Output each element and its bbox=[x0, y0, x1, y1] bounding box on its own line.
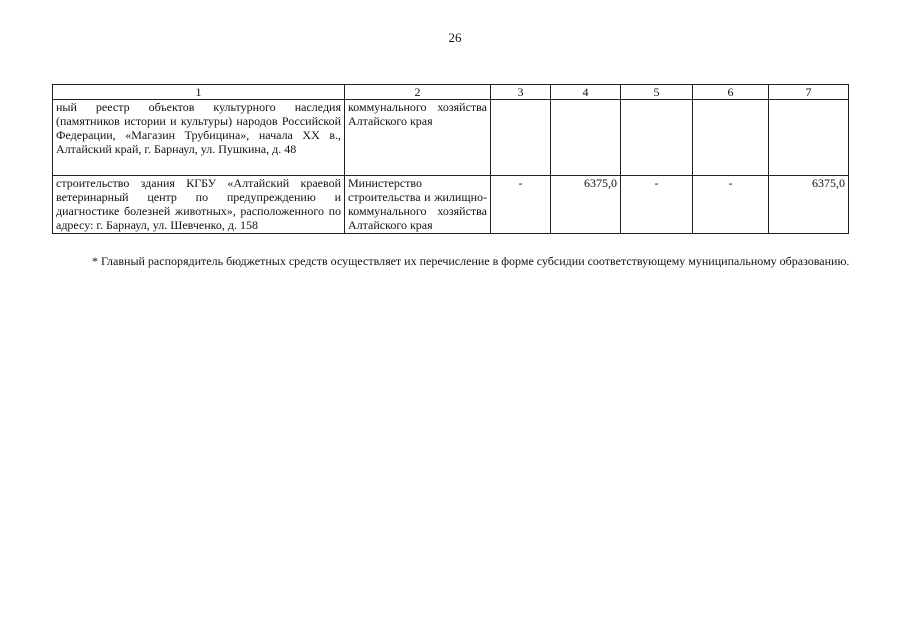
column-header: 1 bbox=[53, 85, 345, 100]
table-row bbox=[53, 176, 849, 234]
table-row bbox=[53, 100, 849, 176]
column-header: 5 bbox=[621, 85, 693, 100]
value-cell: - bbox=[621, 176, 693, 234]
value-cell bbox=[769, 100, 849, 176]
column-header: 7 bbox=[769, 85, 849, 100]
value-cell: - bbox=[693, 176, 769, 234]
table-header-row bbox=[53, 85, 849, 100]
value-cell bbox=[621, 100, 693, 176]
column-header: 3 bbox=[491, 85, 551, 100]
object-name-cell: строительство здания КГБУ «Алтайский краевой ветеринарный центр по предупреждению и диагностике болезней животных», расположенного по адресу: г. Барнаул, ул. Шевченко, д. 158 bbox=[53, 176, 345, 234]
page-number: 26 bbox=[448, 30, 462, 45]
value-cell: - bbox=[491, 176, 551, 234]
value-cell bbox=[551, 100, 621, 176]
value-cell: 6375,0 bbox=[551, 176, 621, 234]
value-cell bbox=[693, 100, 769, 176]
administrator-cell: Министерство строительства и жилищно-коммунального хозяйства Алтайского края bbox=[345, 176, 491, 234]
object-name-cell: ный реестр объектов культурного наследия (памятников истории и культуры) народов Российской Федерации, «Магазин Трубицина», начала XX в., Алтайский край, г. Барнаул, ул. Пушкина, д. 48 bbox=[53, 100, 345, 176]
budget-table bbox=[52, 84, 849, 234]
footnote: * Главный распорядитель бюджетных средств осуществляет их перечисление в форме субсидии соответствующему муниципальному образованию. bbox=[92, 254, 850, 268]
value-cell: 6375,0 bbox=[769, 176, 849, 234]
column-header: 4 bbox=[551, 85, 621, 100]
administrator-cell: коммунального хозяйства Алтайского края bbox=[345, 100, 491, 176]
column-header: 6 bbox=[693, 85, 769, 100]
column-header: 2 bbox=[345, 85, 491, 100]
value-cell bbox=[491, 100, 551, 176]
